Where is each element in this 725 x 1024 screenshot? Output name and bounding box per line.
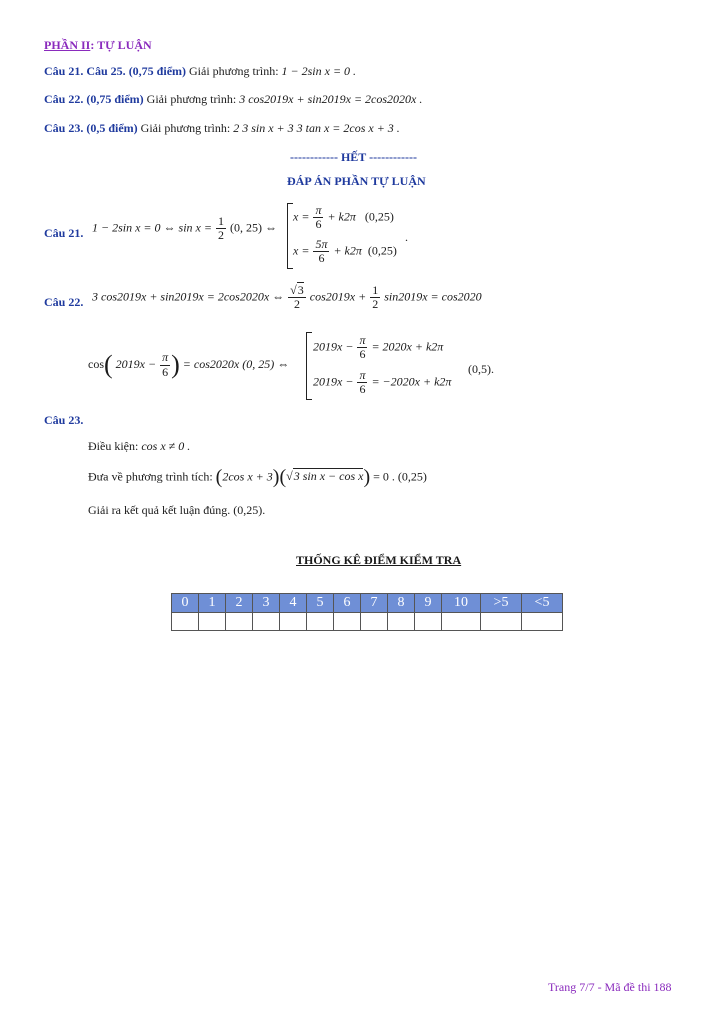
answer-21-equiv: ⇔ <box>264 220 277 235</box>
stats-header-cell: 9 <box>415 594 442 613</box>
answer-22-line1: 3 cos2019x + sin2019x = 2cos2020x ⇔ $\frac{√3}{2}$ cos2019x + $\frac{1}{2}$ sin2019x = cos2020 <box>92 283 482 312</box>
answer-21-label: Câu 21. <box>44 226 84 240</box>
section-heading <box>44 38 152 53</box>
stats-value-cell <box>280 613 307 631</box>
section-title: PHẦN II <box>44 38 91 52</box>
answer-23-condition: Điều kiện: cos x ≠ 0 . <box>88 439 191 453</box>
question-21-text: Giải phương trình: <box>189 64 279 78</box>
stats-value-cell <box>226 613 253 631</box>
page-footer: Trang 7/7 - Mã đề thi 188 <box>548 980 672 994</box>
answer-23-product: Đưa về phương trình tích: (2cos x + 3)(√3 sin x − cos x) = 0 . (0,25) <box>88 466 427 488</box>
stats-header-cell: 0 <box>172 594 199 613</box>
fraction-one-half-22: $\frac{1}{2}$ <box>372 283 379 312</box>
answer-22-line2: cos( 2019x − $\frac{\pi}{6}$ ) = cos2020x (0, 25) ⇔ <box>88 350 290 379</box>
answer-22-label: Câu 22. <box>44 295 84 309</box>
question-22-text: Giải phương trình: <box>146 92 237 106</box>
stats-header-cell: >5 <box>481 594 522 613</box>
stats-value-cell <box>481 613 522 631</box>
answer-21-lhs <box>92 215 277 242</box>
stats-header-cell: 3 <box>253 594 280 613</box>
question-23-points: (0,5 điểm) <box>86 121 138 135</box>
stats-header-cell: 6 <box>334 594 361 613</box>
stats-value-cell <box>172 613 199 631</box>
fraction-sqrt3-over-2: $\frac{√3}{2}$ <box>290 283 304 312</box>
question-21 <box>44 64 356 79</box>
system-bracket-22 <box>306 332 312 400</box>
stats-value-cell <box>388 613 415 631</box>
answer-22-case2: 2019x − $\frac{\pi}{6}$ = −2020x + k2π <box>313 368 452 397</box>
stats-header-cell: <5 <box>522 594 563 613</box>
stats-title: THỐNG KÊ ĐIỂM KIỂM TRA <box>296 553 462 567</box>
question-21-points: (0,75 điểm) <box>128 64 187 78</box>
stats-value-cell <box>361 613 388 631</box>
question-23-label: Câu 23. <box>44 121 84 135</box>
stats-value-cell <box>522 613 563 631</box>
stats-header-row <box>172 594 563 613</box>
answer-title: ĐÁP ÁN PHẦN TỰ LUẬN <box>287 174 426 188</box>
answer-21-lhs-text: 1 − 2sin x = 0 ⇔ sin x = <box>92 220 212 235</box>
answer-22-score: (0,5). <box>468 362 494 376</box>
stats-header-cell: 1 <box>199 594 226 613</box>
stats-table <box>171 593 563 631</box>
question-22-formula: 3 cos2019x + sin2019x = 2cos2020x . <box>239 92 423 106</box>
question-23 <box>44 121 400 136</box>
question-22 <box>44 92 422 107</box>
answer-23-conclusion: Giải ra kết quả kết luận đúng. (0,25). <box>88 503 266 517</box>
question-23-text: Giải phương trình: <box>140 121 231 135</box>
stats-value-cell <box>199 613 226 631</box>
stats-header-cell: 10 <box>442 594 481 613</box>
fraction-one-half: $\frac{1}{2}$ <box>217 214 224 243</box>
answer-21-case2: x = $\frac{5\pi}{6}$ + k2π (0,25) <box>293 237 397 266</box>
stats-value-cell <box>442 613 481 631</box>
question-23-formula: 2 3 sin x + 3 3 tan x = 2cos x + 3 . <box>233 121 400 135</box>
section-title-suffix: : TỰ LUẬN <box>90 38 152 52</box>
stats-header-cell: 8 <box>388 594 415 613</box>
answer-23-label: Câu 23. <box>44 413 84 427</box>
answer-21-score1: (0, 25) <box>229 220 262 235</box>
stats-value-cell <box>415 613 442 631</box>
stats-header-cell: 5 <box>307 594 334 613</box>
end-marker: ------------ HẾT ------------ <box>290 150 418 164</box>
question-22-points: (0,75 điểm) <box>86 92 144 106</box>
stats-value-cell <box>253 613 280 631</box>
stats-value-cell <box>307 613 334 631</box>
question-22-label: Câu 22. <box>44 92 84 106</box>
stats-value-cell <box>334 613 361 631</box>
question-21-label: Câu 21. Câu 25. <box>44 64 126 78</box>
stats-header-cell: 2 <box>226 594 253 613</box>
stats-header-cell: 4 <box>280 594 307 613</box>
question-21-formula: 1 − 2sin x = 0 . <box>281 64 357 78</box>
answer-21-case1: x = $\frac{\pi}{6}$ + k2π (0,25) <box>293 203 394 232</box>
answer-22-case1: 2019x − $\frac{\pi}{6}$ = 2020x + k2π <box>313 333 444 362</box>
stats-header-cell: 7 <box>361 594 388 613</box>
answer-21-end: . <box>405 230 408 244</box>
stats-value-row <box>172 613 563 631</box>
